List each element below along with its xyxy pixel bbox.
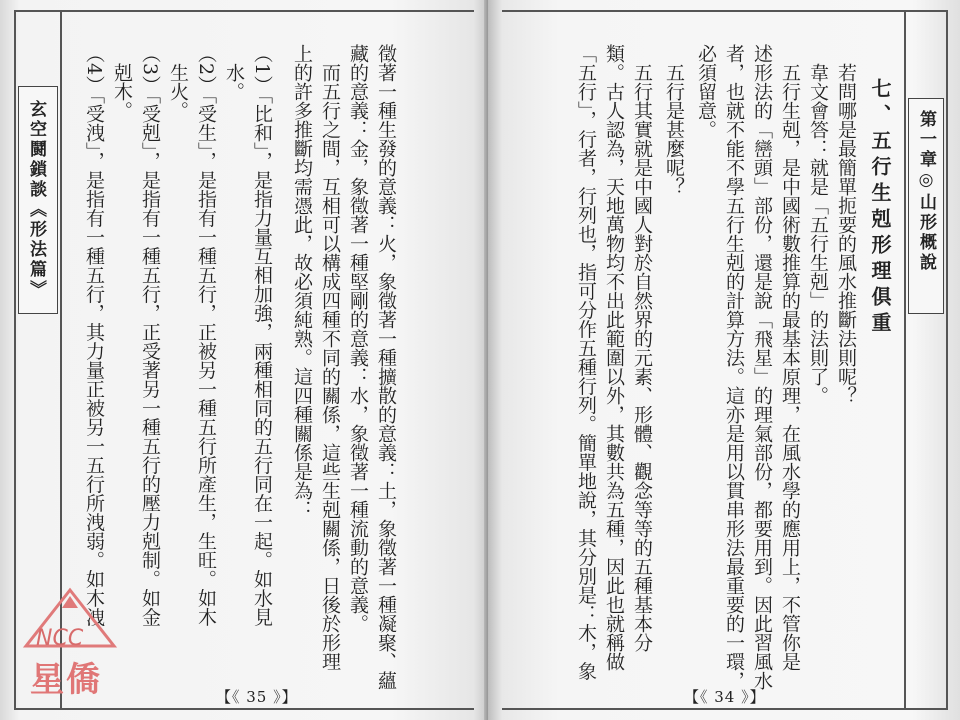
right-col-2: 韋文會答：就是「五行生剋」的法則了。 (807, 44, 829, 405)
left-col-10: 剋木。 (111, 44, 133, 120)
right-border-inner (904, 10, 906, 708)
right-border-outer (946, 10, 948, 708)
left-col-6: 水。 (223, 44, 245, 101)
watermark-name: 星僑 (30, 660, 102, 700)
left-border-top (14, 10, 474, 12)
right-page-number: 【《 34 》】 (684, 688, 766, 706)
left-col-5: （1）「比和」，是指力量互相加強，兩種相同的五行同在一起。如水見 (251, 44, 273, 627)
left-side-title: 玄空鬪鎖談《形法篇》 (26, 100, 46, 300)
left-border-bottom (14, 708, 474, 710)
right-col-5: 者，也就不能不學五行生剋的計算方法。這亦是用以貫串形法最重要的一環， (723, 44, 745, 690)
left-col-11: （4）「受洩」，是指有一種五行，其力量正被另一五行所洩弱。如木洩 (83, 44, 105, 627)
right-col-9: 類。古人認為，天地萬物均不出此範圍以外，其數共為五種，因此也就稱做 (603, 44, 625, 671)
right-col-4: 述形法的「巒頭」部份，還是說「飛星」的理氣部份，都要用到。因此習風水 (751, 44, 773, 690)
right-col-8: 五行其實就是中國人對於自然界的元素、形體、觀念等等的五種基本分 (631, 44, 653, 652)
right-col-6: 必須留意。 (695, 44, 717, 139)
right-side-title: 第一章◎山形概說 (916, 110, 936, 273)
section-heading: 七、五行生剋形理俱重 (868, 78, 892, 338)
right-page (488, 0, 960, 720)
left-col-8: 生火。 (167, 44, 189, 120)
watermark-logo (18, 582, 122, 700)
right-col-10: 「五行」，行者，行列也，指可分作五種行列。簡單地說，其分別是：木，象 (575, 44, 597, 681)
right-col-3: 五行生剋，是中國術數推算的最基本原理，在風水學的應用上，不管你是 (779, 44, 801, 671)
left-col-2: 藏的意義：金，象徵著一種堅剛的意義：水，象徵著一種流動的意義。 (347, 44, 369, 633)
left-border-outer (14, 10, 16, 708)
right-col-7: 五行是甚麼呢？ (663, 44, 685, 196)
right-border-bottom (502, 708, 948, 710)
left-page-number: 【《 35 》】 (216, 688, 298, 706)
watermark-ncc: NCC (36, 626, 84, 651)
left-col-1: 徵著一種生發的意義：火，象徵著一種擴散的意義：土，象徵著一種凝聚、蘊 (375, 44, 397, 690)
right-col-1: 若問哪是最簡單扼要的風水推斷法則呢？ (835, 44, 857, 405)
left-col-3: 而五行之間，互相可以構成四種不同的關係，這些生剋關係，日後於形理 (319, 44, 341, 671)
right-border-top (502, 10, 948, 12)
left-col-4: 上的許多推斷均需憑此，故必須純熟。這四種關係是為： (291, 44, 313, 519)
left-col-9: （3）「受剋」，是指有一種五行，正受著另一種五行的壓力剋制。如金 (139, 44, 161, 627)
left-col-7: （2）「受生」，是指有一種五行，正被另一種五行所產生，生旺。如木 (195, 44, 217, 627)
